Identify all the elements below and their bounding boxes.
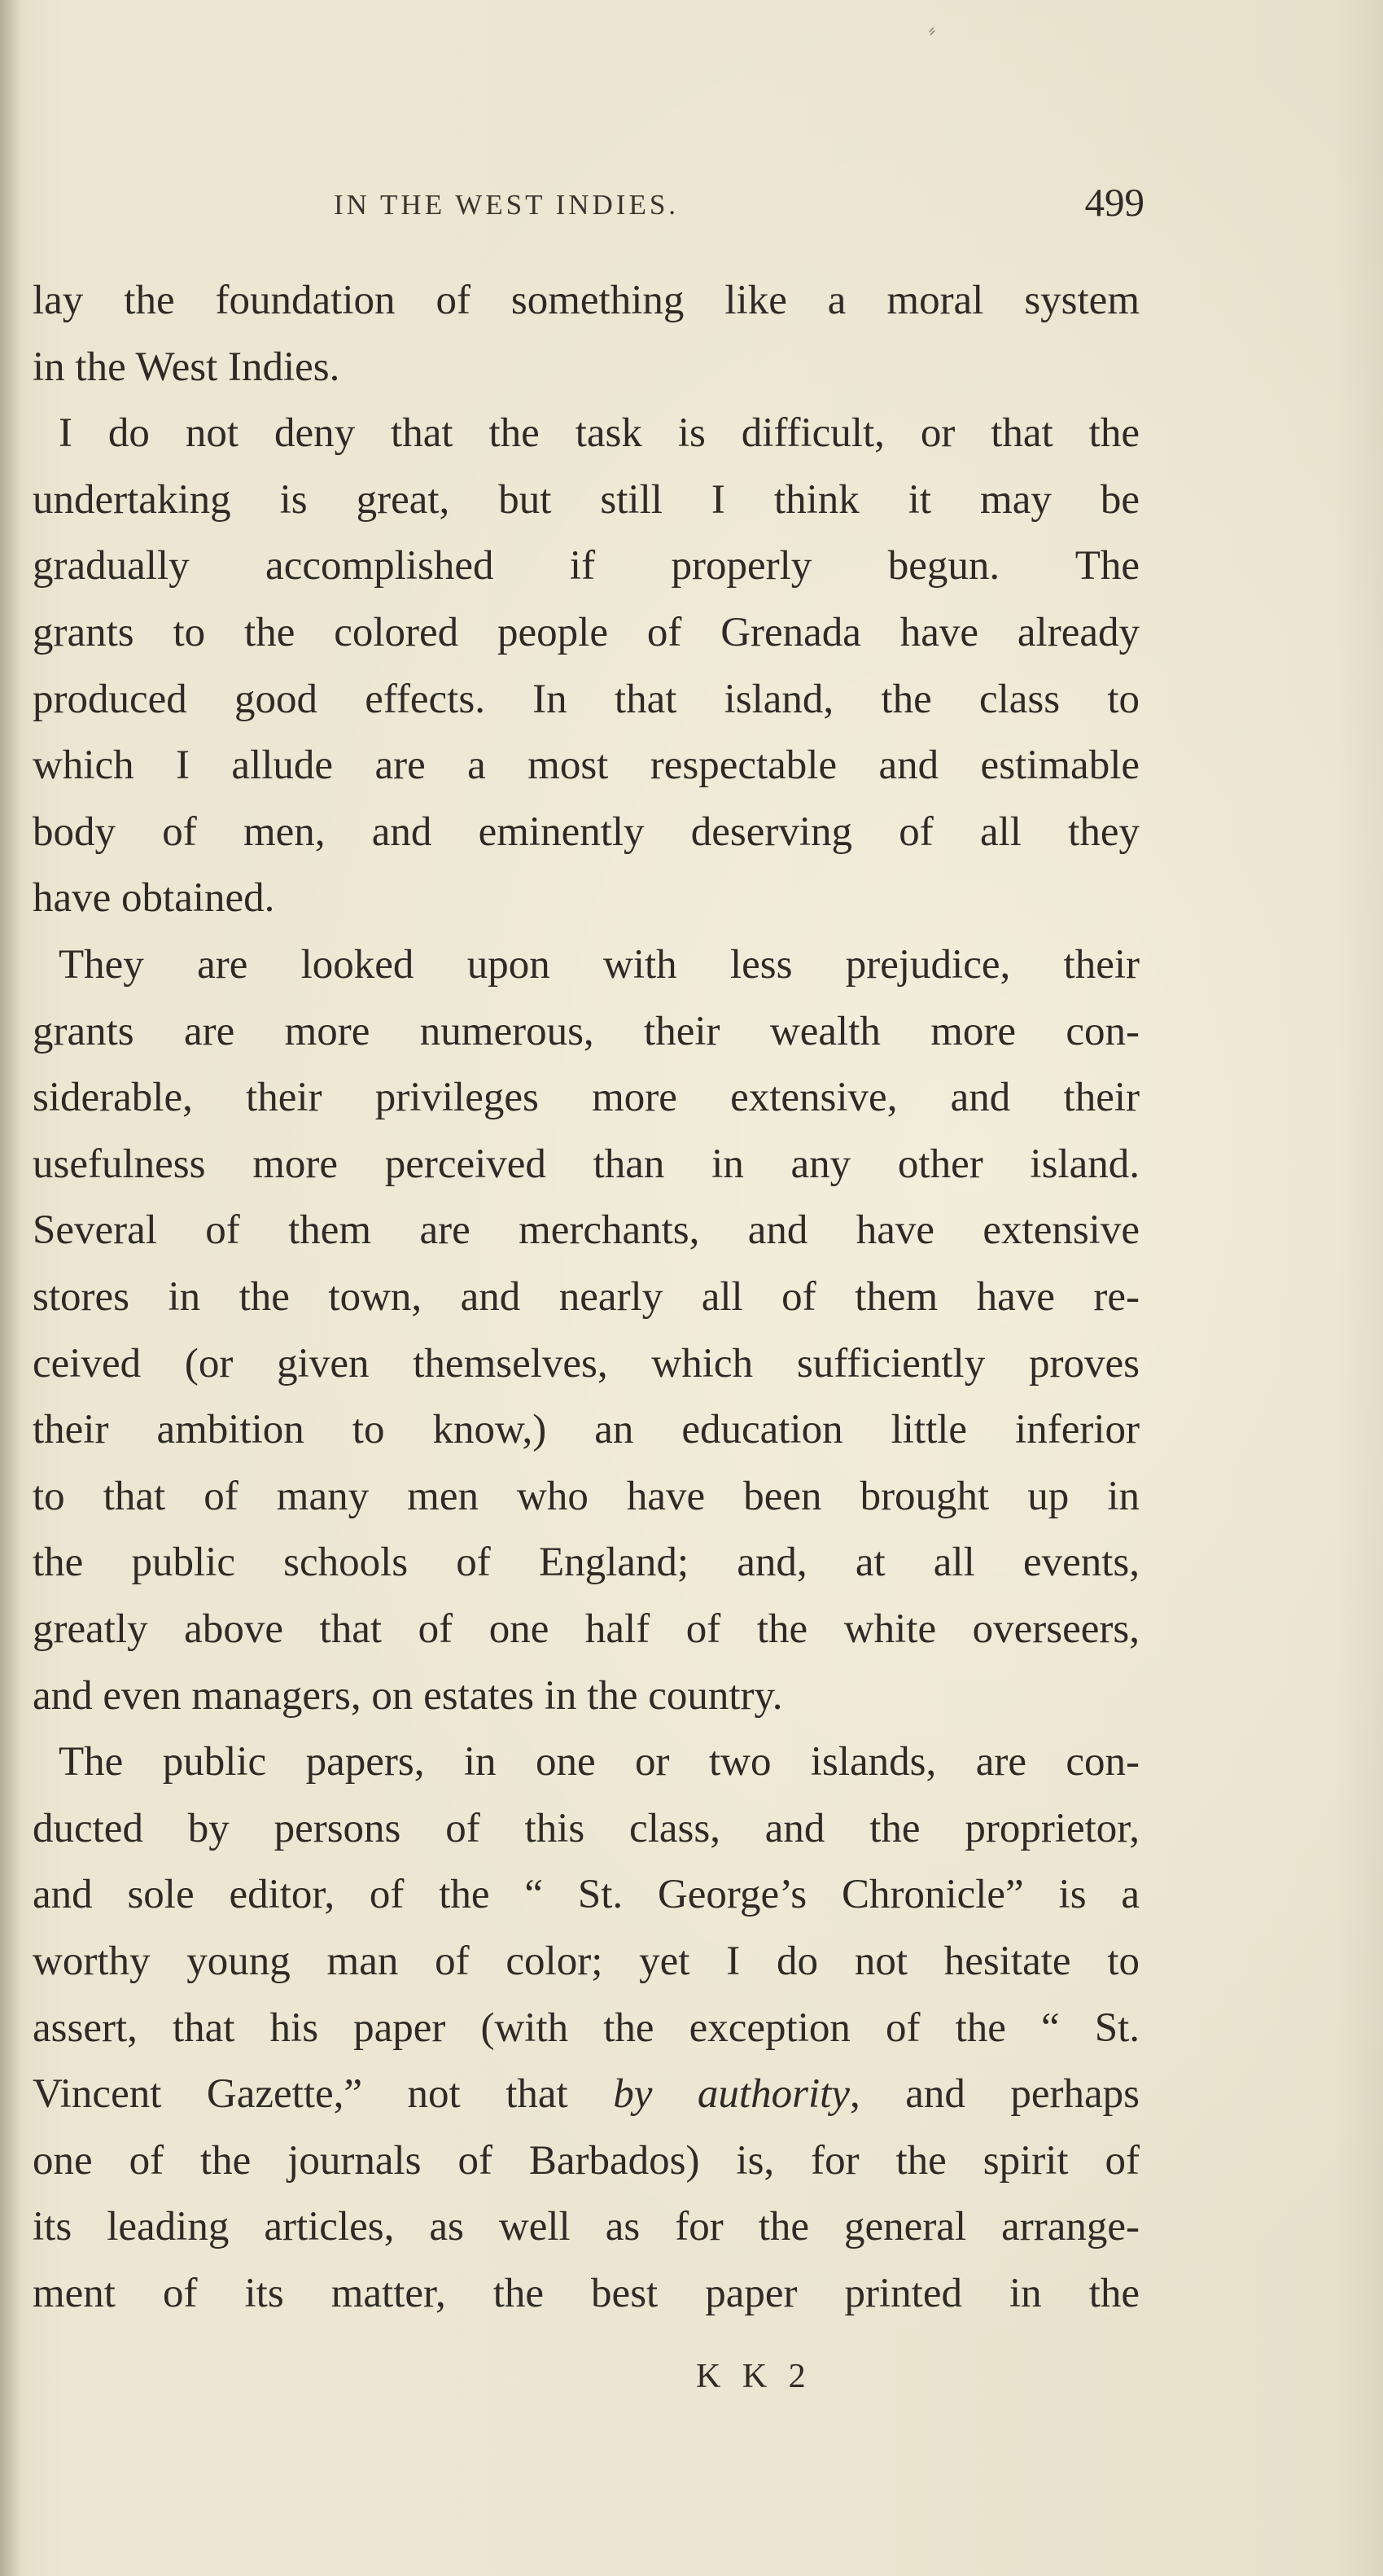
page-number: 499	[1084, 180, 1144, 225]
text-line: undertaking is great, but still I think it may be	[33, 476, 1140, 523]
text-line: produced good effects. In that island, the class to	[33, 676, 1140, 722]
text-line: The public papers, in one or two islands, are con-	[59, 1739, 1140, 1785]
text-line: siderable, their privileges more extensive, and their	[33, 1075, 1140, 1121]
signature-mark: K K 2	[696, 2358, 812, 2395]
text-line: usefulness more perceived than in any other island.	[33, 1141, 1140, 1187]
text-line: ceived (or given themselves, which sufficiently proves	[33, 1340, 1140, 1387]
text-line: body of men, and eminently deserving of all they	[33, 808, 1140, 855]
text-line: in the West Indies.	[33, 344, 340, 390]
text-line: greatly above that of one half of the white overseers,	[33, 1606, 1140, 1652]
text-line: lay the foundation of something like a moral system	[33, 278, 1140, 323]
text-line: its leading articles, as well as for the general arrange-	[33, 2204, 1140, 2250]
text-line: ment of its matter, the best paper printed in the	[33, 2271, 1140, 2316]
text-line: grants to the colored people of Grenada have already	[33, 610, 1140, 655]
text-line: grants are more numerous, their wealth more con-	[33, 1008, 1140, 1054]
text-line: gradually accomplished if properly begun. The	[33, 543, 1140, 589]
text-line: their ambition to know,) an education little inferior	[33, 1407, 1140, 1453]
text-line: assert, that his paper (with the exception of the “ St.	[33, 2004, 1140, 2051]
text-line: They are looked upon with less prejudice, their	[59, 942, 1140, 988]
text-line: ducted by persons of this class, and the proprietor,	[33, 1805, 1140, 1851]
text-line: the public schools of England; and, at all events,	[33, 1540, 1140, 1586]
text-line: Vincent Gazette,” not that by authority, and perhaps	[33, 2071, 1140, 2118]
binding-gutter-shadow	[0, 0, 21, 2576]
text-line: and sole editor, of the “ St. George’s Chronicle” is a	[33, 1872, 1140, 1918]
text-line: which I allude are a most respectable and estimable	[33, 743, 1140, 789]
text-line: to that of many men who have been brought up in	[33, 1473, 1140, 1519]
text-line: worthy young man of color; yet I do not hesitate to	[33, 1939, 1140, 1984]
text-line: stores in the town, and nearly all of them have re-	[33, 1274, 1140, 1320]
text-line: one of the journals of Barbados) is, for the spirit of	[33, 2137, 1140, 2184]
text-line: have obtained.	[33, 875, 275, 922]
text-line: and even managers, on estates in the country.	[33, 1672, 783, 1719]
text-line: Several of them are merchants, and have extensive	[33, 1207, 1140, 1254]
stray-ink-mark: ⸗	[924, 17, 939, 43]
text-line: I do not deny that the task is difficult, or that the	[59, 410, 1140, 457]
running-head: IN THE WEST INDIES.	[334, 189, 680, 221]
